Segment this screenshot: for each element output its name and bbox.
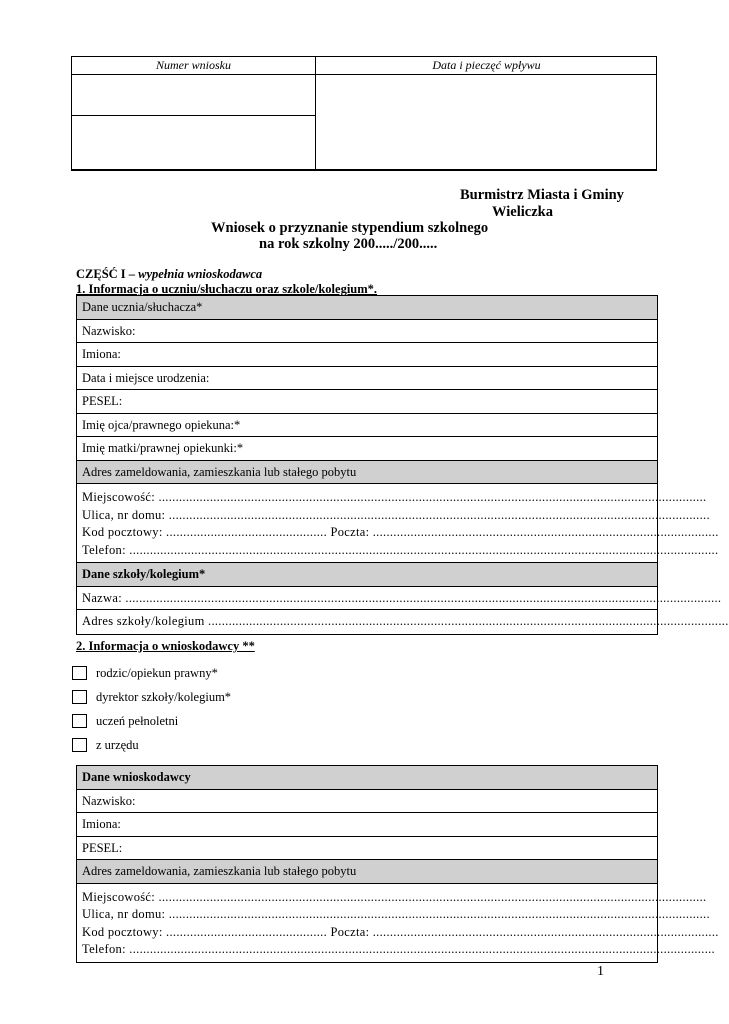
director-checkbox[interactable]	[72, 690, 87, 704]
student-given-names-field[interactable]: Imiona:	[77, 343, 657, 367]
table-divider	[72, 115, 315, 116]
table-divider	[315, 74, 316, 169]
student-pesel-field[interactable]: PESEL:	[77, 390, 657, 414]
applicant-given-names-field[interactable]: Imiona:	[77, 813, 657, 837]
receipt-date-stamp-header: Data i pieczęć wpływu	[316, 57, 657, 75]
student-phone-field[interactable]: Telefon: ............................................................................................................................................................................	[82, 542, 719, 557]
applicant-data-table	[76, 765, 719, 963]
section-1-title: 1. Informacja o uczniu/słuchaczu oraz szkole/kolegium*.	[76, 282, 378, 296]
form-title: Wniosek o przyznanie stypendium szkolnego	[211, 220, 489, 236]
school-name-field[interactable]: Nazwa: ..............................................................................................................................................................................	[77, 587, 657, 611]
parent-checkbox[interactable]	[72, 666, 87, 680]
applicant-city-field[interactable]: Miejscowość: ................................................................................................................................................................	[82, 889, 707, 904]
part-one-label: CZĘŚĆ I – wypełnia wnioskodawca	[76, 267, 263, 281]
student-address-header: Adres zameldowania, zamieszkania lub stałego pobytu	[77, 461, 657, 485]
applicant-header: Dane wnioskodawcy	[77, 766, 657, 790]
adult-student-option-label: uczeń pełnoletni	[96, 714, 179, 728]
applicant-pesel-field[interactable]: PESEL:	[77, 837, 657, 861]
parent-option-label: rodzic/opiekun prawny*	[96, 666, 218, 680]
school-address-field[interactable]: Adres szkoły/kolegium ........................................................................................................................................................	[82, 614, 729, 628]
mother-name-field[interactable]: Imię matki/prawnej opiekunki:*	[77, 437, 657, 461]
student-data-table	[76, 295, 729, 635]
applicant-surname-field[interactable]: Nazwisko:	[77, 790, 657, 814]
school-year: na rok szkolny 200...../200.....	[259, 236, 438, 252]
student-header: Dane ucznia/słuchacza*	[77, 296, 657, 320]
student-postcode-field[interactable]: Kod pocztowy: ............................................... Poczta: .....................................................................................................	[82, 525, 719, 539]
table-bottom-rule	[71, 169, 657, 171]
applicant-postcode-field[interactable]: Kod pocztowy: ............................................... Poczta: .....................................................................................................	[82, 924, 719, 939]
director-option-label: dyrektor szkoły/kolegium*	[96, 690, 232, 704]
father-name-field[interactable]: Imię ojca/prawnego opiekuna:*	[77, 414, 657, 438]
student-address-block	[77, 484, 719, 563]
page-number: 1	[597, 964, 604, 979]
application-number-header: Numer wniosku	[72, 57, 316, 75]
applicant-address-header: Adres zameldowania, zamieszkania lub stałego pobytu	[77, 860, 657, 884]
section-2-title: 2. Informacja o wnioskodawcy **	[76, 639, 255, 653]
adult-student-checkbox[interactable]	[72, 714, 87, 728]
applicant-address-block	[77, 884, 719, 962]
recipient-line-2: Wieliczka	[492, 204, 553, 220]
office-use-table	[71, 56, 657, 170]
applicant-phone-field[interactable]: Telefon: ...........................................................................................................................................................................	[82, 942, 715, 956]
applicant-street-field[interactable]: Ulica, nr domu: ..............................................................................................................................................................	[82, 907, 710, 921]
student-city-field[interactable]: Miejscowość: ................................................................................................................................................................	[82, 490, 707, 504]
ex-officio-option-label: z urzędu	[96, 738, 139, 752]
ex-officio-checkbox[interactable]	[72, 738, 87, 752]
school-header: Dane szkoły/kolegium*	[77, 563, 657, 587]
recipient-line-1: Burmistrz Miasta i Gminy	[460, 187, 624, 203]
student-surname-field[interactable]: Nazwisko:	[77, 320, 657, 344]
student-street-field[interactable]: Ulica, nr domu: ..............................................................................................................................................................	[82, 507, 710, 522]
student-birth-field[interactable]: Data i miejsce urodzenia:	[77, 367, 657, 391]
